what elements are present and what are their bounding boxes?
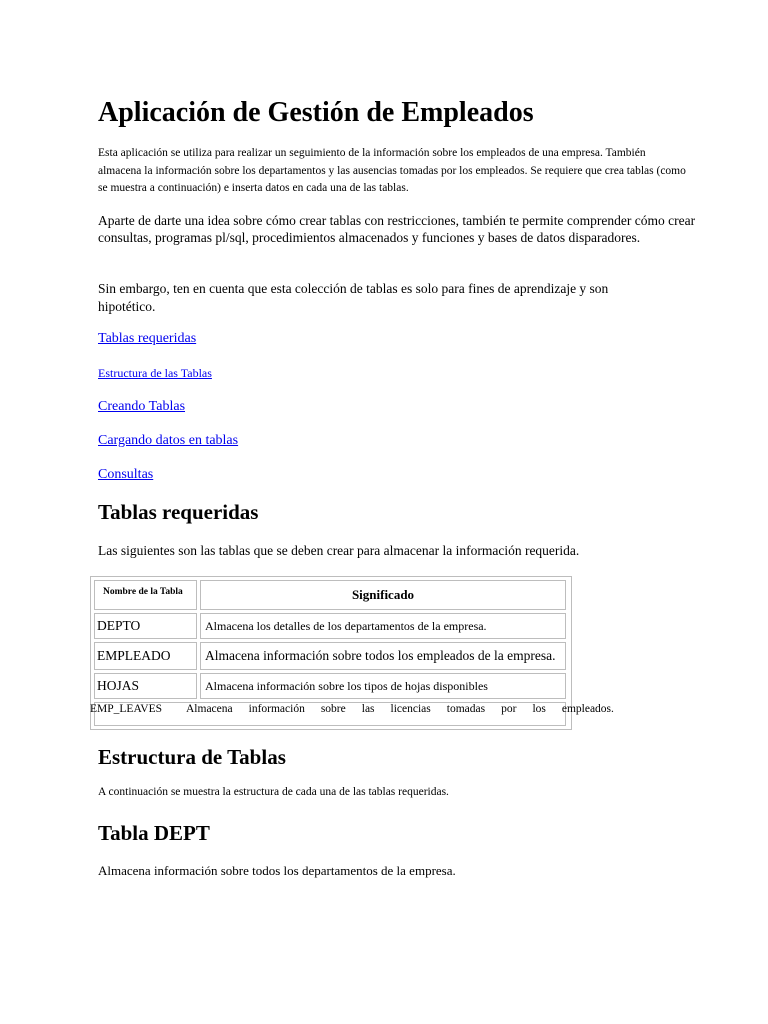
link-tablas-requeridas[interactable]: Tablas requeridas (98, 331, 197, 346)
table-row-meaning: Almacena información sobre las licencias tomadas por los empleados. (186, 703, 614, 715)
table-row (90, 703, 614, 715)
table-row-meaning: Almacena los detalles de los departamentos de la empresa. (200, 613, 566, 639)
heading-estructura-tablas: Estructura de Tablas (98, 745, 286, 769)
heading-tablas-requeridas: Tablas requeridas (98, 500, 259, 524)
table-row-name: HOJAS (94, 673, 197, 699)
paragraph-2: Aparte de darte una idea sobre cómo crear tablas con restricciones, también te permite comprender cómo crear consultas, programas pl/sql, procedimientos almacenados y funciones y bases de datos disparadores. (98, 213, 696, 245)
structure-description: A continuación se muestra la estructura de cada una de las tablas requeridas. (98, 786, 449, 798)
heading-tabla-dept: Tabla DEPT (98, 821, 210, 845)
link-creando-tablas[interactable]: Creando Tablas (98, 399, 186, 414)
dept-description: Almacena información sobre todos los departamentos de la empresa. (98, 863, 456, 878)
table-row-name: EMPLEADO (94, 642, 197, 670)
header-meaning: Significado (200, 580, 566, 610)
link-cargando-datos[interactable]: Cargando datos en tablas (98, 433, 239, 448)
table-row-name: EMP_LEAVES (90, 703, 162, 715)
required-description: Las siguientes son las tablas que se deben crear para almacenar la información requerida. (98, 543, 580, 558)
page-title: Aplicación de Gestión de Empleados (98, 97, 534, 128)
header-table-name: Nombre de la Tabla (94, 580, 197, 610)
paragraph-3: Sin embargo, ten en cuenta que esta colección de tablas es solo para fines de aprendizaje y son hipotético. (98, 281, 609, 314)
table-row-meaning: Almacena información sobre todos los empleados de la empresa. (200, 642, 566, 670)
table-row-meaning: Almacena información sobre los tipos de hojas disponibles (200, 673, 566, 699)
table-row-name: DEPTO (94, 613, 197, 639)
link-estructura-tablas[interactable]: Estructura de las Tablas (98, 366, 212, 380)
link-consultas[interactable]: Consultas (98, 467, 154, 482)
intro-paragraph: Esta aplicación se utiliza para realizar un seguimiento de la información sobre los empleados de una empresa. También almacena la información sobre los departamentos y las ausencias tomadas por los empleados. Se requiere que crea tablas (como se muestra a continuación) e inserta datos en cada una de las tablas. (98, 147, 686, 194)
